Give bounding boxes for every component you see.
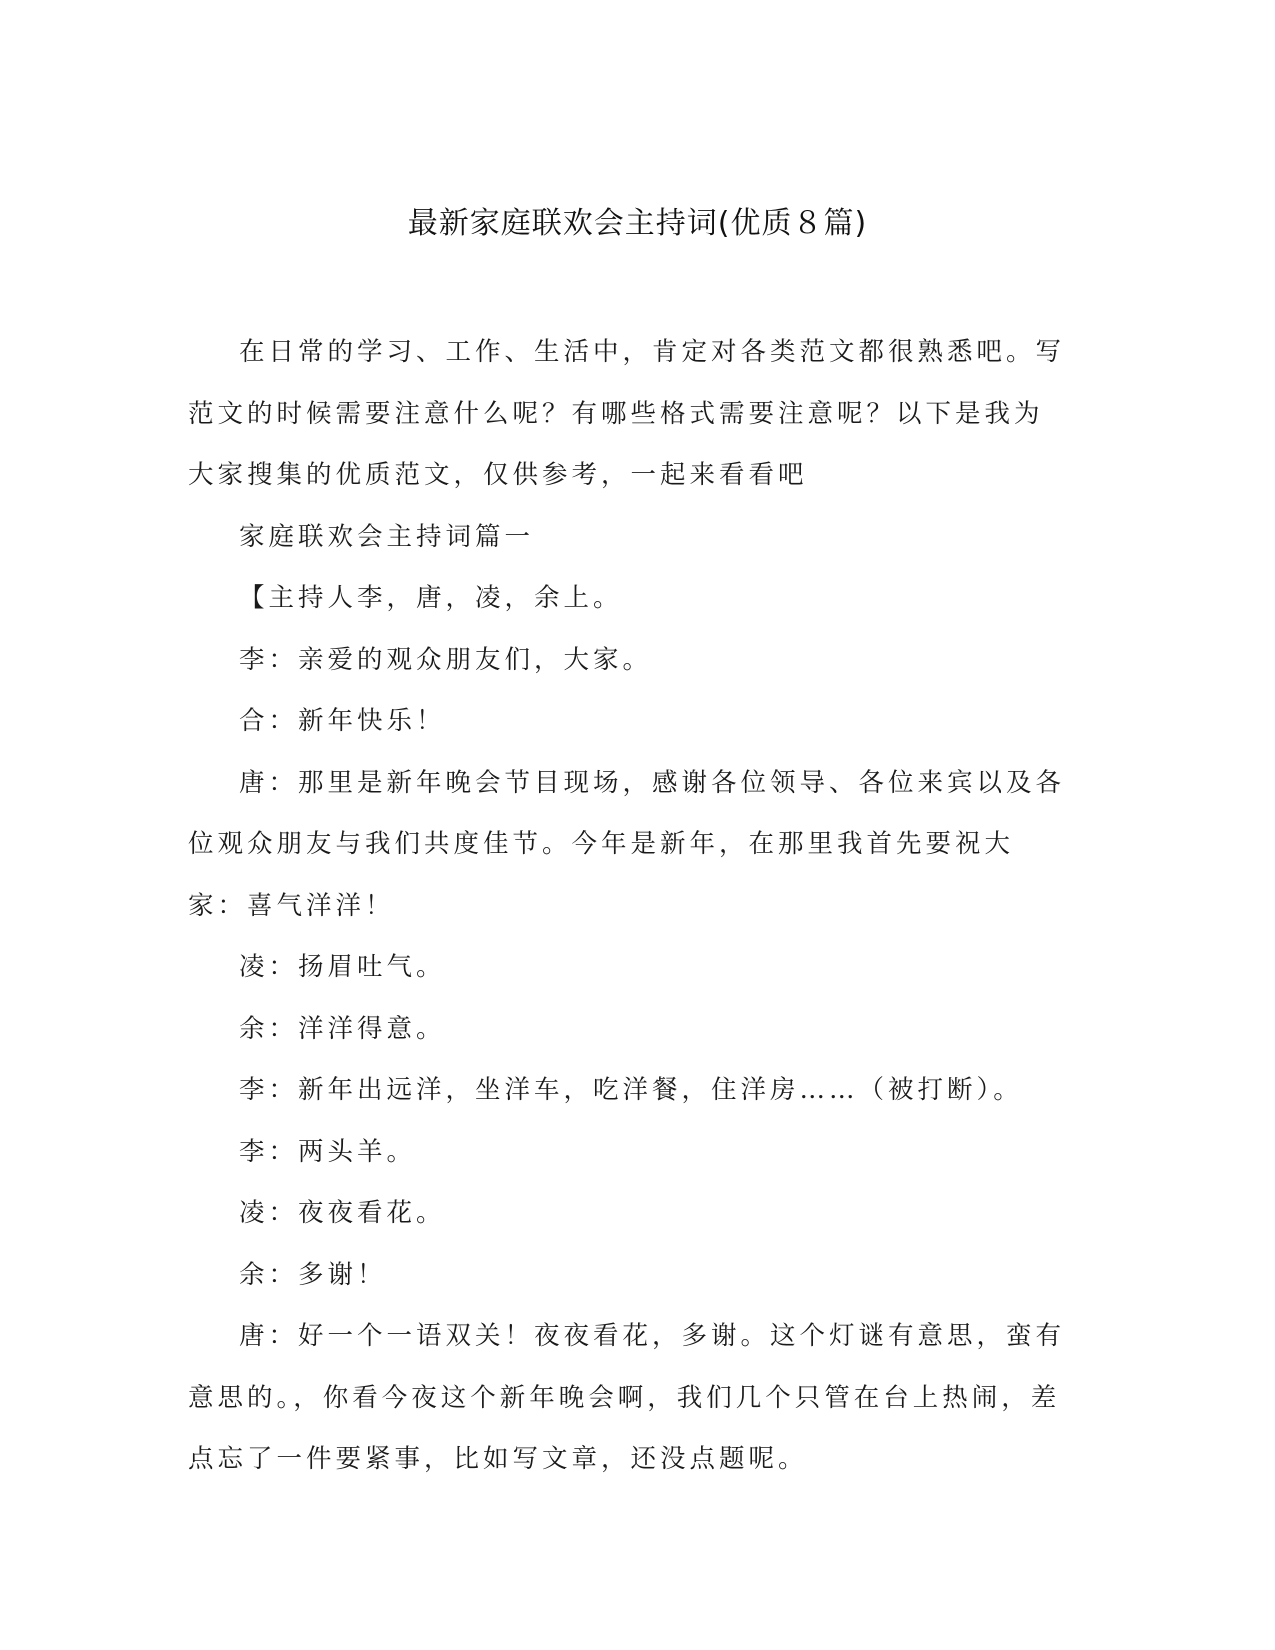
dialogue-line: 余：洋洋得意。 — [239, 1013, 446, 1044]
document-title: 最新家庭联欢会主持词(优质８篇) — [407, 206, 868, 241]
dialogue-line: 李：亲爱的观众朋友们，大家。 — [239, 644, 653, 675]
dialogue-line: 合：新年快乐！ — [239, 706, 446, 736]
intro-paragraph: 在日常的学习、工作、生活中，肯定对各类范文都很熟悉吧。写范文的时候需要注意什么呢？有哪些格式需要注意呢？以下是我为大家搜集的优质范文，仅供参考，一起来看看吧 — [188, 337, 1066, 490]
dialogue-line: 余：多谢！ — [239, 1259, 387, 1290]
section-heading: 家庭联欢会主持词篇一 — [239, 521, 535, 552]
stage-direction: 【主持人李，唐，凌，余上。 — [239, 583, 623, 613]
dialogue-line: 李：新年出远洋，坐洋车，吃洋餐，住洋房……（被打断）。 — [239, 1075, 1023, 1105]
dialogue-line: 唐：好一个一语双关！夜夜看花，多谢。这个灯谜有意思，蛮有意思的。，你看今夜这个新年晚会啊，我们几个只管在台上热闹，差点忘了一件要紧事，比如写文章，还没点题呢。 — [188, 1321, 1066, 1474]
dialogue-line: 李：两头羊。 — [239, 1136, 417, 1167]
dialogue-line: 凌：夜夜看花。 — [239, 1198, 446, 1228]
dialogue-line: 凌：扬眉吐气。 — [239, 952, 446, 982]
dialogue-line: 唐：那里是新年晚会节目现场，感谢各位领导、各位来宾以及各位观众朋友与我们共度佳节。今年是新年，在那里我首先要祝大家：喜气洋洋！ — [188, 767, 1066, 921]
document-body — [188, 322, 1068, 1491]
